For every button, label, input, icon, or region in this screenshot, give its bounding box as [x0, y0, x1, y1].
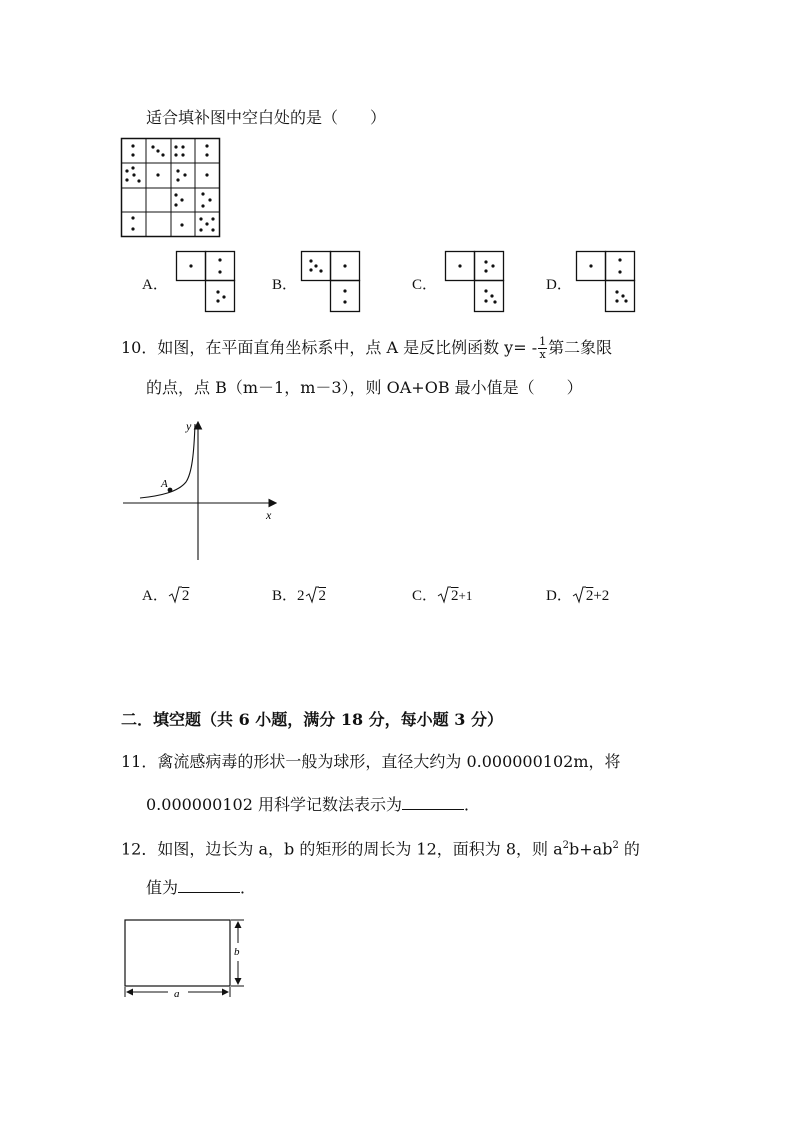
q11-line1: 11．禽流感病毒的形状一般为球形，直径大约为 0.000000102m，将 [121, 752, 621, 771]
q12-rectangle-figure [120, 915, 250, 1005]
q9-option-a-label[interactable]: A． [142, 277, 168, 293]
q10-d-value: 2 [585, 588, 594, 604]
q12-line2 [146, 878, 256, 898]
q10-d-tail: +2 [593, 588, 610, 604]
q11-answer-blank[interactable] [402, 795, 464, 810]
graph-y-label: y [186, 419, 192, 433]
q10-c-label: C． [412, 588, 438, 604]
q10-a-value: 2 [181, 588, 190, 604]
dim-b-label: b [234, 946, 240, 958]
q9-option-c-figure[interactable] [445, 251, 505, 313]
sqrt-icon [305, 586, 319, 604]
q9-prompt: 适合填补图中空白处的是（ ） [146, 108, 387, 127]
graph-point-label: A [161, 478, 168, 490]
q9-option-a-figure[interactable] [176, 251, 236, 313]
q12-line1 [121, 836, 640, 859]
q10-b-coef: 2 [297, 588, 305, 604]
q9-option-b-label[interactable]: B． [272, 277, 298, 293]
q12-line2-prefix: 值为 [146, 878, 179, 897]
q12-line1-a: 12．如图，边长为 a，b 的矩形的周长为 12，面积为 8，则 a [121, 839, 563, 859]
graph-x-label: x [266, 508, 272, 522]
q10-a-label: A． [142, 588, 168, 604]
q10-c-value: 2 [451, 588, 459, 604]
q10-fraction [538, 336, 547, 361]
q12-line1-b: b+ab [569, 839, 613, 859]
q12-exp2: 2 [612, 840, 619, 851]
dim-a-label: a [174, 988, 180, 1000]
sqrt-icon [168, 586, 182, 604]
q10-line1-suffix: 第二象限 [548, 338, 613, 357]
q10-line1-prefix: 10．如图，在平面直角坐标系中，点 A 是反比例函数 y= - [121, 338, 538, 357]
q10-option-a[interactable] [142, 586, 189, 606]
q12-line2-suffix: ． [240, 878, 257, 897]
section2-heading: 二．填空题（共 6 小题，满分 18 分，每小题 3 分） [121, 710, 503, 729]
q10-line1 [121, 336, 612, 361]
q10-option-b[interactable] [272, 586, 326, 606]
q9-option-b-figure[interactable] [301, 251, 361, 313]
q9-option-d-figure[interactable] [576, 251, 636, 313]
sqrt-icon [572, 586, 586, 604]
dot-grid-figure [121, 138, 221, 238]
q12-line1-c: 的 [618, 839, 640, 859]
q10-c-tail: +1 [458, 588, 473, 603]
q10-option-c[interactable] [412, 586, 472, 606]
rectangle [125, 920, 230, 986]
q10-b-value: 2 [318, 588, 327, 604]
q10-d-label: D． [546, 588, 572, 604]
q10-line2: 的点，点 B（m－1，m－3），则 OA+OB 最小值是（ ） [146, 378, 583, 397]
q10-option-d[interactable] [546, 586, 609, 606]
q10-coordinate-graph [120, 418, 285, 563]
sqrt-icon [437, 586, 451, 604]
q11-line2-prefix: 0.000000102 用科学记数法表示为 [146, 795, 402, 814]
q10-frac-num: 1 [539, 335, 547, 348]
point-a [168, 488, 173, 493]
q12-answer-blank[interactable] [178, 878, 240, 893]
q9-option-c-label[interactable]: C． [412, 277, 438, 293]
q12-exp1: 2 [562, 840, 570, 851]
q11-line2-suffix: ． [463, 795, 480, 814]
q10-frac-den: x [539, 348, 546, 361]
q11-line2 [146, 795, 480, 815]
q9-option-d-label[interactable]: D． [546, 277, 572, 293]
q10-b-label: B． [272, 588, 298, 604]
